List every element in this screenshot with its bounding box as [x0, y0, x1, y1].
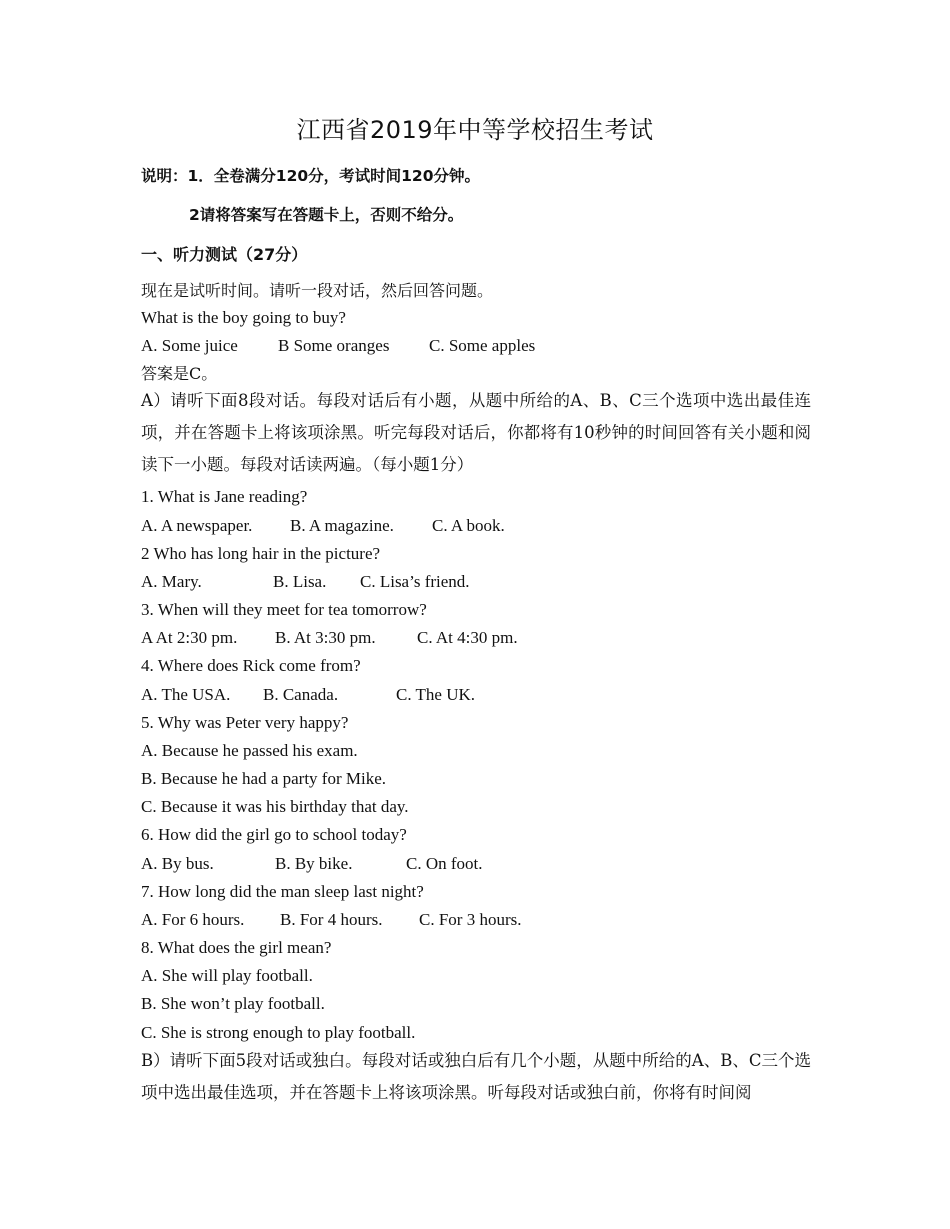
question-3: 3. When will they meet for tea tomorrow?: [141, 600, 427, 619]
option-a: A At 2:30 pm.: [141, 628, 238, 647]
question-8-option-c: C. She is strong enough to play football.: [141, 1023, 416, 1042]
option-a: A. A newspaper.: [141, 516, 253, 535]
option-b: B. By bike.: [275, 854, 353, 873]
question-8: 8. What does the girl mean?: [141, 938, 332, 957]
question-4-options: [141, 684, 475, 706]
option-c: C. A book.: [432, 516, 505, 535]
option-b: B. At 3:30 pm.: [275, 628, 376, 647]
instruction-line-2: 2请将答案写在答题卡上，否则不给分。: [189, 206, 464, 224]
option-c: C. The UK.: [396, 685, 476, 704]
question-7: 7. How long did the man sleep last night?: [141, 882, 424, 901]
option-c: C. Lisa’s friend.: [360, 572, 470, 591]
question-4: 4. Where does Rick come from?: [141, 656, 361, 675]
question-6-options: [141, 853, 483, 875]
question-1: 1. What is Jane reading?: [141, 487, 308, 506]
question-2: 2 Who has long hair in the picture?: [141, 544, 381, 563]
option-a: A. For 6 hours.: [141, 910, 245, 929]
question-3-options: [141, 627, 518, 649]
sample-answer: 答案是C。: [141, 364, 218, 383]
option-a: A. Some juice: [141, 336, 238, 355]
option-c: C. For 3 hours.: [419, 910, 522, 929]
sample-intro: 现在是试听时间。请听一段对话，然后回答问题。: [141, 281, 494, 300]
question-8-option-a: A. She will play football.: [141, 966, 313, 985]
option-c: C. On foot.: [406, 854, 483, 873]
question-5-option-b: B. Because he had a party for Mike.: [141, 769, 386, 788]
section-heading: 一、听力测试（27分）: [141, 245, 308, 264]
option-b: B. Canada.: [263, 685, 339, 704]
question-1-options: [141, 515, 505, 537]
option-a: A. Mary.: [141, 572, 202, 591]
part-b-instructions: B）请听下面5段对话或独白。每段对话或独白后有几个小题，从题中所给的A、B、C三个选项中选出最佳选项，并在答题卡上将该项涂黑。听每段对话或独白前，你将有时间阅: [141, 1051, 811, 1102]
sample-question: What is the boy going to buy?: [141, 308, 346, 327]
option-a: A. By bus.: [141, 854, 214, 873]
page-title: 江西省2019年中等学校招生考试: [296, 116, 654, 144]
question-6: 6. How did the girl go to school today?: [141, 825, 407, 844]
option-c: C. Some apples: [429, 336, 536, 355]
question-5-option-c: C. Because it was his birthday that day.: [141, 797, 409, 816]
option-b: B Some oranges: [278, 336, 390, 355]
question-7-options: [141, 909, 521, 931]
question-8-option-b: B. She won’t play football.: [141, 994, 325, 1013]
sample-options: [141, 335, 535, 357]
question-5-option-a: A. Because he passed his exam.: [141, 741, 358, 760]
instruction-line-1: 说明：1．全卷满分120分，考试时间120分钟。: [141, 167, 480, 185]
option-b: B. Lisa.: [273, 572, 327, 591]
question-5: 5. Why was Peter very happy?: [141, 713, 349, 732]
part-a-instructions: A）请听下面8段对话。每段对话后有小题，从题中所给的A、B、C三个选项中选出最佳连项，并在答题卡上将该项涂黑。听完每段对话后，你都将有10秒钟的时间回答有关小题和阅读下一小题。每段对话读两遍。（每小题1分）: [141, 391, 811, 474]
question-2-options: [141, 571, 470, 593]
option-a: A. The USA.: [141, 685, 231, 704]
option-b: B. A magazine.: [290, 516, 394, 535]
option-c: C. At 4:30 pm.: [417, 628, 518, 647]
option-b: B. For 4 hours.: [280, 910, 383, 929]
